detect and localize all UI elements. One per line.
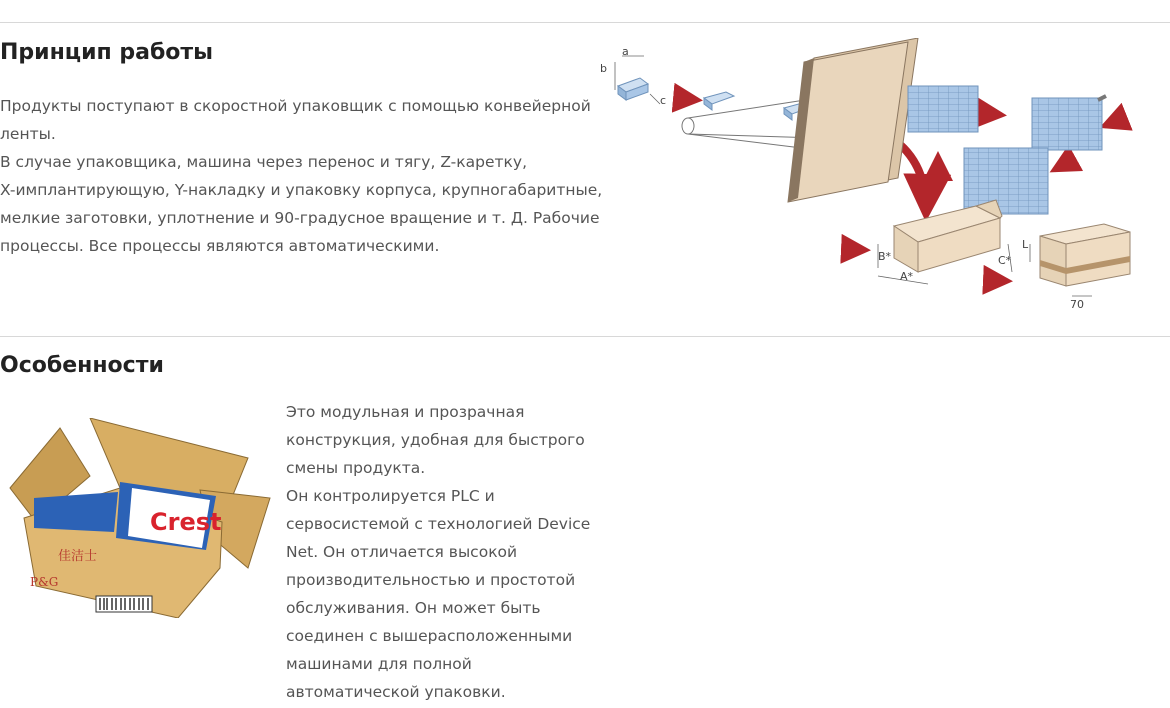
middle-divider [0,336,1170,337]
features-line: конструкция, удобная для быстрого [286,431,585,449]
packing-process-diagram [588,38,1140,318]
dim-70-label: 70 [1070,298,1084,311]
crest-carton-photo [0,418,272,618]
features-line: обслуживания. Он может быть [286,599,541,617]
brand-chinese-label: 佳洁士 [58,549,98,564]
features-heading: Особенности [0,353,164,378]
product-group-1 [908,86,978,132]
features-line: машинами для полной [286,655,472,673]
sealed-case [1022,224,1130,311]
principle-line: процессы. Все процессы являются автоматическими. [0,237,440,255]
top-divider [0,22,1170,23]
principle-heading: Принцип работы [0,40,214,65]
product-sample [600,45,666,107]
features-line: сервосистемой с технологией Device [286,515,591,533]
product-group-3 [964,148,1048,214]
principle-text [0,92,640,260]
dim-A-label: A* [900,270,914,283]
dim-L-label: L [1022,238,1029,251]
features-text [286,398,616,706]
principle-line: В случае упаковщика, машина через перенос и тягу, Z-каретку, [0,153,527,171]
principle-line: Продукты поступают в скоростной упаковщик с помощью конвейерной ленты. [0,97,591,143]
brand-crest-label: Crest [150,508,222,536]
features-line: производительностью и простотой [286,571,576,589]
dim-B-label: B* [878,250,892,263]
principle-line: X-имплантирующую, Y-накладку и упаковку корпуса, крупногабаритные, [0,181,603,199]
features-line: автоматической упаковки. [286,683,506,701]
dim-C-label: C* [998,254,1012,267]
features-line: Он контролируется PLC и [286,487,495,505]
carton-blank-stack [788,38,918,202]
dim-c-label: c [660,94,667,107]
product-group-2 [1032,98,1102,150]
features-line: Net. Он отличается высокой [286,543,518,561]
features-line: соединен с вышерасположенными [286,627,573,645]
features-line: Это модульная и прозрачная [286,403,525,421]
principle-line: мелкие заготовки, уплотнение и 90-градусное вращение и т. Д. Рабочие [0,209,600,227]
features-line: смены продукта. [286,459,426,477]
dim-a-label: a [622,45,629,58]
dim-b-label: b [600,62,607,75]
brand-pg-label: P&G [30,575,59,589]
open-case [878,200,1012,284]
